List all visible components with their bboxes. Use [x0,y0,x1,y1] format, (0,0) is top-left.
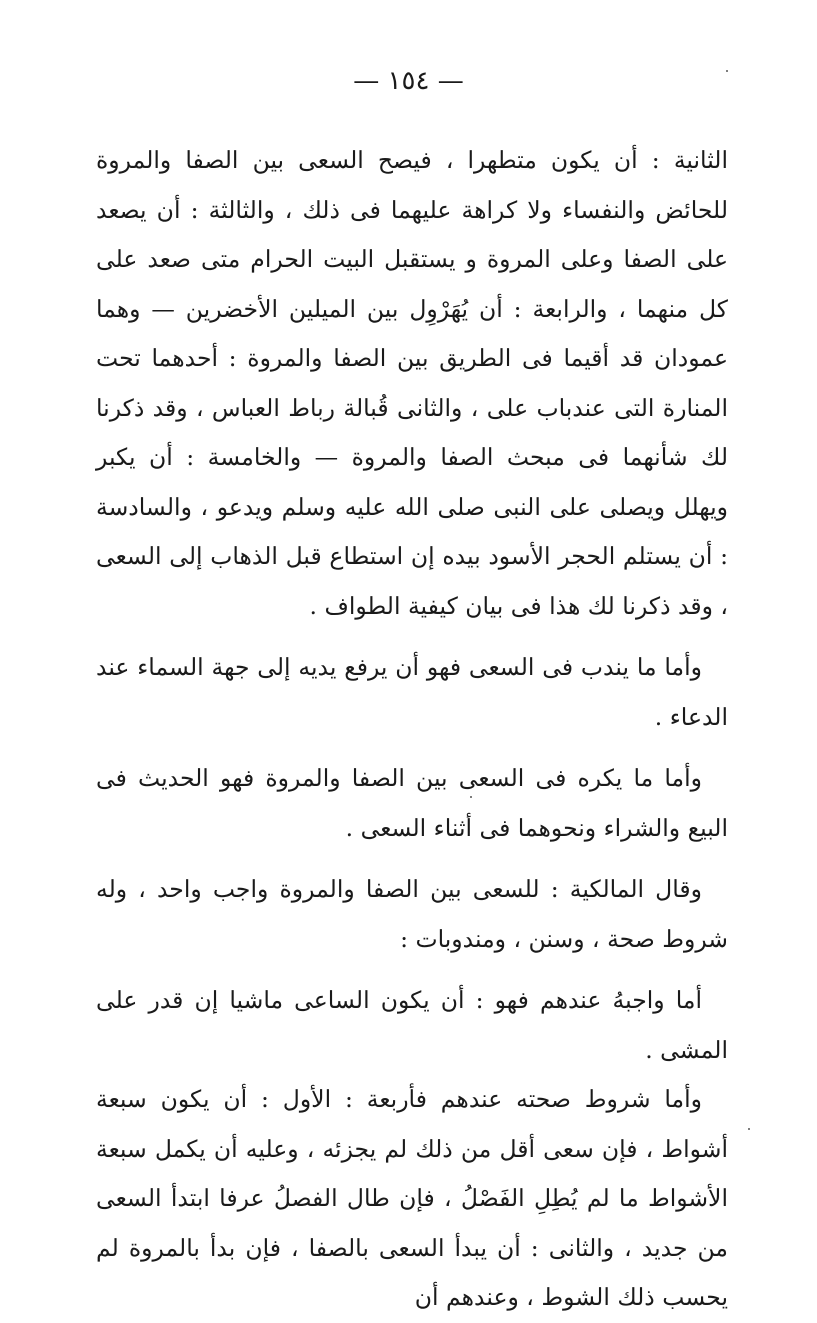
paper-speck [470,796,472,798]
paragraph-maliki-obligation: أما واجبهُ عندهم فهو : أن يكون الساعى ماشيا إن قدر على المشى . [96,986,728,1064]
paragraph-maliki-intro: وقال المالكية : للسعى بين الصفا والمروة واجب واحد ، وله شروط صحة ، وسنن ، ومندوبات : [96,875,728,953]
paper-speck [748,1128,750,1130]
paragraph-recommended: وأما ما يندب فى السعى فهو أن يرفع يديه إلى جهة السماء عند الدعاء . [96,653,728,731]
paragraph-maliki-validity: وأما شروط صحته عندهم فأربعة : الأول : أن يكون سبعة أشواط ، فإن سعى أقل من ذلك لم يجزئه ، وعليه أن يكمل سبعة الأشواط ما لم يُطِلِ الفَصْلُ ، فإن طال الفصلُ عرفا ابتدأ السعى من جديد ، والثانى : أن يبدأ السعى بالصفا ، فإن بدأ بالمروة لم يحسب ذلك الشوط ، وعندهم أن [96,1085,728,1311]
paper-speck [726,70,728,72]
page-number: — ١٥٤ — [353,66,464,96]
body-text [96,136,728,1323]
paragraph-conditions: الثانية : أن يكون متطهرا ، فيصح السعى بين الصفا والمروة للحائض والنفساء ولا كراهة عليهما فى ذلك ، والثالثة : أن يصعد على الصفا وعلى المروة و يستقبل البيت الحرام متى صعد على كل منهما ، والرابعة : أن يُهَرْوِل بين الميلين الأخضرين — وهما عمودان قد أقيما فى الطريق بين الصفا والمروة : أحدهما تحت المنارة التى عندباب على ، والثانى قُبالة رباط العباس ، وقد ذكرنا لك شأنهما فى مبحث الصفا والمروة — والخامسة : أن يكبر ويهلل ويصلى على النبى صلى الله عليه وسلم ويدعو ، والسادسة : أن يستلم الحجر الأسود بيده إن استطاع قبل الذهاب إلى السعى ، وقد ذكرنا لك هذا فى بيان كيفية الطواف . [96,146,728,620]
paragraph-disliked: وأما ما يكره فى السعى بين الصفا والمروة فهو الحديث فى البيع والشراء ونحوهما فى أثناء السعى . [96,764,728,842]
